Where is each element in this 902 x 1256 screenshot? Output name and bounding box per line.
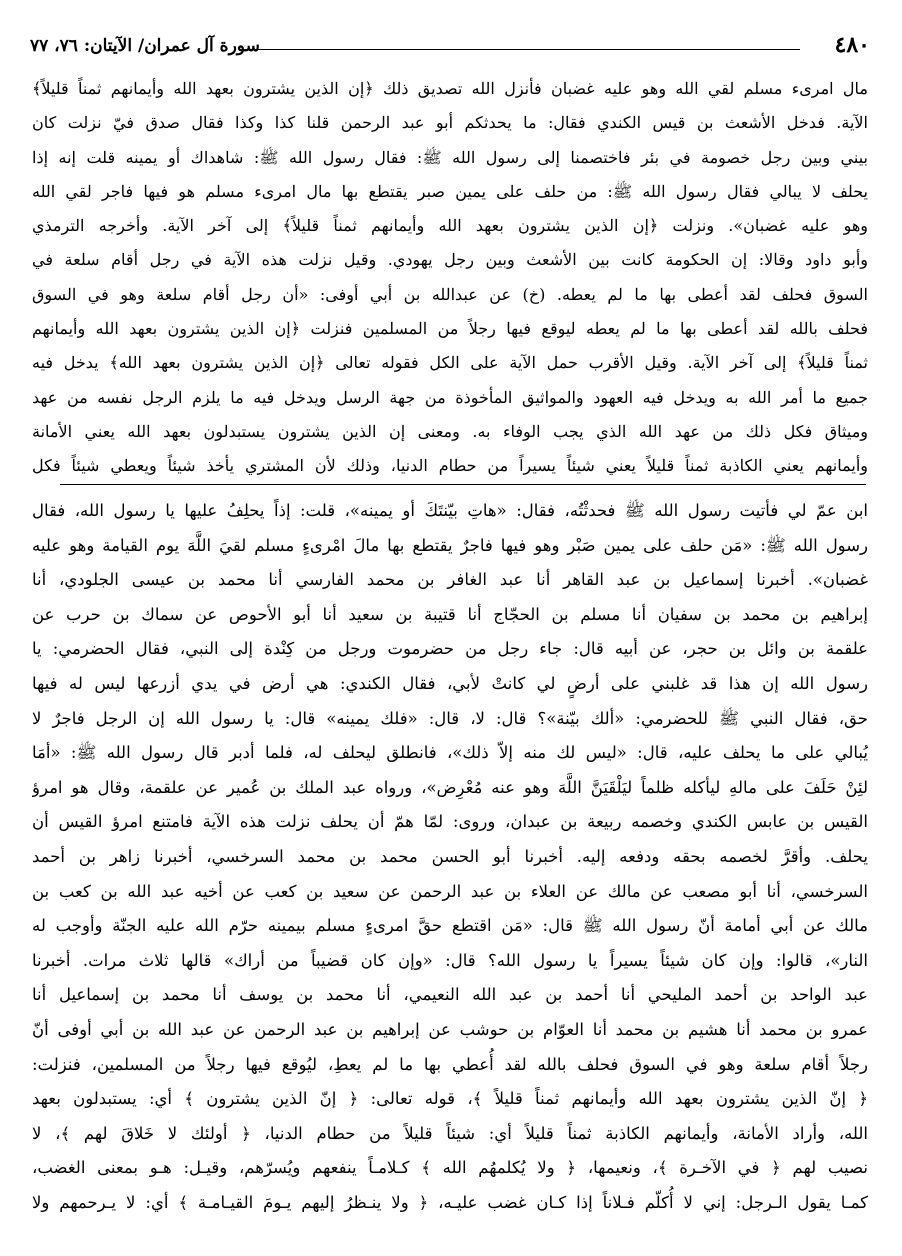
- footnote-separator: [60, 484, 866, 485]
- text-line: بيني وبين رجل خصومة في بئر فاختصمنا إلى رسول الله ﷺ: فقال رسول الله ﷺ: شاهداك أو يمينه قلت إنه إذا: [32, 147, 868, 167]
- text-line: وأبو داود وقالا: إن الحكومة كانت بين الأشعث وبين رجل يهودي. وقيل نزلت هذه الآية في رجل أقام سلعة في: [32, 250, 868, 270]
- note-line: حق، فقال النبي ﷺ للحضرمي: «ألك بيّنة»؟ قال: لا، قال: «فلك يمينه» قال: يا رسول الله إن الرجل فاجرٌ لا: [32, 708, 868, 728]
- note-line: لئِنْ حَلَفَ على مالهِ ليأكله ظلماً ليَلْقَيَنَّ اللَّهَ وهو عنه مُعْرِض»، ورواه عبد الملك بن عُمير عن علقمة، وقال هو امرؤ: [32, 777, 868, 797]
- note-line: غضبان». أخبرنا إسماعيل بن عبد القاهر أنا عبد الغافر بن محمد الفارسي أنا محمد بن عيسى الجلودي، أنا: [32, 570, 868, 590]
- page-number: ٤٨٠: [834, 32, 870, 58]
- text-line: الآية. فدخل الأشعث بن قيس الكندي فقال: ما يحدثكم أبو عبد الرحمن قلنا كذا وكذا فقال صدق فيّ نزلت كان: [32, 113, 868, 133]
- note-line: عمرو بن محمد أنا هشيم بن محمد أنا العوّام بن حوشب عن إبراهيم بن عبد الرحمن عن عبد الله بن أبي أوفى أنّ: [32, 1019, 868, 1039]
- running-title: سورة آل عمران/ الآيتان: ٧٦، ٧٧: [30, 36, 260, 56]
- note-line: ابن عمّ لي فأتيت رسول الله ﷺ فحدثْتُه، فقال: «هاتِ بيّنتَكَ أو يمينه»، قلت: إذاً يحلِفُ عليها يا رسول الله، فقال: [32, 501, 868, 520]
- text-line: السوق فحلف لقد أعطى بها ما لم يعطه. (خ) عن عبدالله بن أبي أوفى: «أن رجل أقام سلعة وهو في السوق: [32, 284, 868, 304]
- note-line: يحلف. وأقرَّ لخصمه بحقه ودفعه إليه. أخبرنا أبو الحسن محمد بن محمد السرخسي، أخبرنا زاهر بن أحمد: [32, 846, 868, 866]
- note-line: ﴿ إنّ الذين يشترون بعهد الله وأيمانهم ثمناً قليلاً ﴾، قوله تعالى: ﴿ إنّ الذين يشترون ﴾ أي: يستبدلون بعهد: [32, 1089, 868, 1109]
- text-line: وأيمانهم يعني الكاذبة ثمناً قليلاً يعني شيئاً يسيراً من حطام الدنيا، وذلك لأن المشتري يأخذ شيئاً ويعطي شيئاً فكل: [32, 456, 868, 476]
- note-line: عبد الواحد بن أحمد المليحي أنا أحمد بن عبد الله النعيمي، أنا محمد بن يوسف أنا محمد بن إسماعيل أنا: [32, 985, 868, 1005]
- note-line: رسول الله ﷺ: «مَن حلف على يمين صَبْر وهو فيها فاجرٌ يقتطع بها مالَ امْرىءٍ مسلم لقيَ اللَّهَ يوم القيامة وهو عليه: [32, 535, 868, 555]
- text-line: مال امرىء مسلم لقي الله وهو عليه غضبان فأنزل الله تصديق ذلك ﴿إن الذين يشترون بعهد الله وأيمانهم ثمناً قليلاً﴾: [32, 79, 868, 98]
- note-line: السرخسي، أنا أبو مصعب عن مالك عن العلاء بن عبد الرحمن عن سعيد بن كعب عن أخيه عبد الله بن كعب بن: [32, 881, 868, 901]
- note-line: الله، وأراد الأمانة، وأيمانهم الكاذبة ثمناً قليلاً أي: شيئاً قليلاً من حطام الدنيا، ﴿ أولئك لا خَلاقَ لهم ﴾، لا: [32, 1123, 868, 1143]
- main-text: [32, 72, 868, 484]
- note-line: يُبالي على ما يحلف عليه، قال: «ليس لك منه إلاّ ذلك»، فانطلق ليحلف له، فلما أدبر قال رسول الله ﷺ: «أمَا: [32, 743, 868, 763]
- text-line: وميثاق فكل ذلك من عهد الله الذي يجب الوفاء به. ومعنى إن الذين يشترون يستبدلون بعهد الله يعني الأمانة: [32, 421, 868, 441]
- note-line: النار»، قالوا: وإن كان شيئاً يسيراً يا رسول الله؟ قال: «وإن كان قضيباً من أراك» قالها ثلاث مرات. أخبرنا: [32, 950, 868, 970]
- text-line: ثمناً قليلاً﴾ إلى آخر الآية. وقيل الأقرب حمل الآية على الكل فقوله تعالى ﴿إن الذين يشترون بعهد الله﴾ يدخل فيه: [32, 353, 868, 373]
- footnotes: [32, 494, 868, 1220]
- note-line: كمـا يقول الـرجل: إني لا أُكلّم فـلاناً إذا كـان غضب عليـه، ﴿ ولا ينـظرُ إليهم يـومَ القيـامـة ﴾ أي: لا يـرحمهم ولا: [32, 1192, 868, 1212]
- note-line: نصيب لهم ﴿ في الآخـرة ﴾، ونعيمها، ﴿ ولا يُكلمهُم الله ﴾ كـلامـاً ينفعهم ويُسرّهم، وقيـل: هـو بمعنى الغضب،: [32, 1158, 868, 1178]
- note-line: مالك عن أبي أمامة أنّ رسول الله ﷺ قال: «مَن اقتطع حقَّ امرىءٍ مسلم بيمينه حرّم الله عليه الجنّة وأوجب له: [32, 916, 868, 936]
- text-line: يحلف لا يبالي فقال رسول الله ﷺ: من حلف على يمين صبر يقتطع بها مال امرىء مسلم هو فيها فاجر لقي الله: [32, 181, 868, 201]
- text-line: فحلف بالله لقد أعطى بها ما لم يعطه ليوقع فيها رجلاً من المسلمين فنزلت ﴿إن الذين يشترون بعهد الله وأيمانهم: [32, 319, 868, 339]
- text-line: جميع ما أمر الله به ويدخل فيه العهود والمواثيق المأخوذة من جهة الرسل ويدخل فيه ما يلزم الرجل نفسه من عهد: [32, 387, 868, 407]
- note-line: رسول الله إن هذا قد غلبني على أرضٍ لي كانتْ لأبي، فقال الكندي: هي أرض في يدي أزرعها ليس له فيها: [32, 673, 868, 693]
- text-line: وهو عليه غضبان». ونزلت ﴿إن الذين يشترون بعهد الله وأيمانهم ثمناً قليلاً﴾ إلى آخر الآية. وأخرجه الترمذي: [32, 216, 868, 236]
- note-line: علقمة بن وائل بن حجر، عن أبيه قال: جاء رجل من حضرموت ورجل من كِنْدة إلى النبي، فقال الحضرمي: يا: [32, 639, 868, 659]
- note-line: القيس بن عابس الكندي وخصمه ربيعة بن عبدان، وروى: لمّا همّ أن يحلف نزلت هذه الآية فامتنع امرؤ القيس أن: [32, 812, 868, 832]
- page-header: [30, 32, 870, 62]
- note-line: إبراهيم بن محمد بن سفيان أنا مسلم بن الحجّاج أنا قتيبة بن سعيد أنا أبو الأحوص عن سماك بن حرب عن: [32, 604, 868, 624]
- header-rule: [245, 49, 800, 50]
- note-line: رجلاً أقام سلعة وهو في السوق فحلف بالله لقد أُعطي بها ما لم يعطِ، ليُوقع فيها رجلاً من المسلمين، فنزلت:: [32, 1054, 868, 1074]
